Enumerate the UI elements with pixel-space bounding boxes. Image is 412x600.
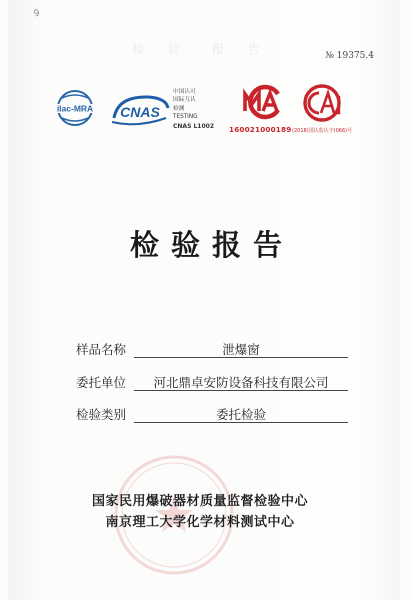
corner-handwritten-mark: 9 <box>33 8 41 20</box>
inspection-type-row <box>76 402 348 424</box>
field-value: 河北鼎卓安防设备科技有限公司 <box>153 375 329 390</box>
cnas-info-line: 检测 <box>173 105 185 112</box>
cnas-text: CNAS <box>120 104 160 120</box>
cma-number: 160021000189 <box>229 125 292 134</box>
cma-logo-icon <box>228 85 288 119</box>
field-label: 委托单位 <box>76 375 127 390</box>
field-underline <box>134 357 348 358</box>
report-title: 检验报告 <box>129 228 294 262</box>
cnas-logo-icon <box>108 92 172 128</box>
issuer-name-2: 南京理工大学化学材料测试中心 <box>105 515 295 530</box>
field-underline <box>134 390 348 391</box>
document-number: № 19375.4 <box>325 51 374 61</box>
client-row <box>76 370 348 392</box>
issuer-name-1: 国家民用爆破器材质量监督检验中心 <box>91 494 308 509</box>
cnas-code: CNAS L1002 <box>173 122 215 130</box>
faint-show-through-text: 报 告 <box>212 42 270 56</box>
field-value: 泄爆窗 <box>222 342 260 357</box>
field-label: 样品名称 <box>76 342 127 357</box>
cnas-info-line: TESTING <box>173 114 198 121</box>
ilac-mra-text: ilac-MRA <box>56 103 94 114</box>
cal-logo-icon <box>297 83 347 123</box>
cal-number: (2018)国认监认字(066)号 <box>292 128 353 134</box>
faint-show-through-text: 检 验 <box>132 42 190 56</box>
cnas-info-block <box>173 88 214 131</box>
field-label: 检验类别 <box>76 407 127 422</box>
field-value: 委托检验 <box>215 407 266 422</box>
sample-name-row <box>76 337 348 359</box>
ilac-mra-logo-icon <box>50 88 100 128</box>
field-underline <box>134 422 348 423</box>
cnas-info-line: 中国认可 <box>173 89 196 95</box>
cnas-info-line: 国际互认 <box>173 97 196 104</box>
